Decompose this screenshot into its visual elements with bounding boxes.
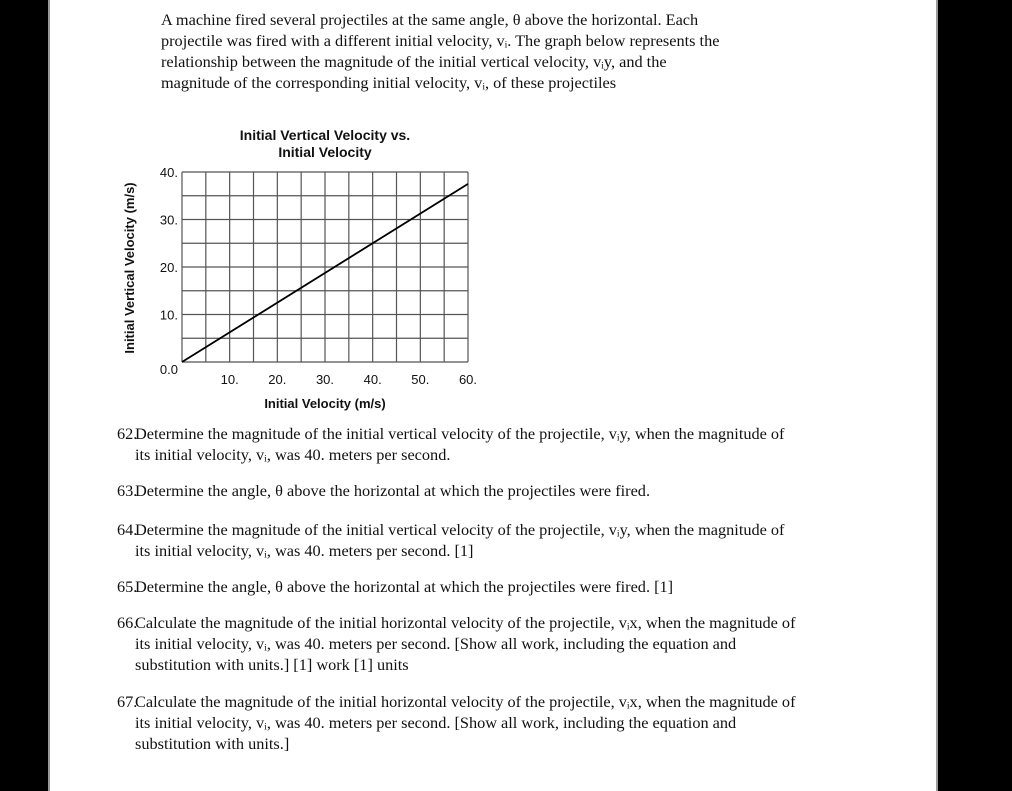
question-line: Determine the angle, θ above the horizontal at which the projectiles were fired. [1] <box>135 577 674 596</box>
question-number: 64. <box>117 520 138 539</box>
question-line: substitution with units.] <box>135 734 290 753</box>
question-number: 63. <box>117 481 138 500</box>
chart-title: Initial Vertical Velocity vs. <box>239 127 411 143</box>
y-tick-label: 20. <box>159 260 178 275</box>
x-axis-label: Initial Velocity (m/s) <box>264 396 386 411</box>
question-line: Calculate the magnitude of the initial horizontal velocity of the projectile, vᵢx, when the magnitude of <box>135 692 796 711</box>
question-number: 67. <box>117 692 138 711</box>
question-line: Determine the angle, θ above the horizontal at which the projectiles were fired. <box>135 481 651 500</box>
intro-line: relationship between the magnitude of the initial vertical velocity, vᵢy, and the <box>161 52 667 71</box>
question-line: Determine the magnitude of the initial vertical velocity of the projectile, vᵢy, when the magnitude of <box>135 424 785 443</box>
intro-line: projectile was fired with a different initial velocity, vᵢ. The graph below represents the <box>161 31 720 50</box>
question-number: 65. <box>117 577 138 596</box>
question-line: Determine the magnitude of the initial vertical velocity of the projectile, vᵢy, when the magnitude of <box>135 520 785 539</box>
x-tick-label: 30. <box>315 372 335 387</box>
y-tick-label: 10. <box>159 307 178 323</box>
question-line: Calculate the magnitude of the initial horizontal velocity of the projectile, vᵢx, when the magnitude of <box>135 613 796 632</box>
intro-line: magnitude of the corresponding initial velocity, vᵢ, of these projectiles <box>161 73 617 92</box>
x-tick-label: 50. <box>411 372 430 387</box>
question-line: its initial velocity, vᵢ, was 40. meters per second. [Show all work, including the equation and <box>135 634 737 653</box>
question-line: its initial velocity, vᵢ, was 40. meters per second. [Show all work, including the equation and <box>135 713 737 732</box>
y-tick-label: 40. <box>159 165 178 180</box>
question-line: its initial velocity, vᵢ, was 40. meters per second. <box>135 445 451 464</box>
chart-title: Initial Velocity <box>278 144 372 160</box>
x-tick-label: 20. <box>268 372 287 387</box>
intro-line: A machine fired several projectiles at the same angle, θ above the horizontal. Each <box>161 10 699 29</box>
x-tick-label: 60. <box>458 372 478 387</box>
question-number: 62. <box>117 424 138 443</box>
question-line: substitution with units.] [1] work [1] units <box>135 655 409 674</box>
y-tick-label: 0.0 <box>159 362 178 377</box>
x-tick-label: 40. <box>363 372 382 387</box>
question-line: its initial velocity, vᵢ, was 40. meters per second. [1] <box>135 541 474 560</box>
question-number: 66. <box>117 613 138 632</box>
chart-grid <box>182 172 468 362</box>
x-tick-label: 10. <box>220 372 239 387</box>
y-tick-label: 30. <box>159 212 178 228</box>
y-axis-label: Initial Vertical Velocity (m/s) <box>122 182 137 354</box>
